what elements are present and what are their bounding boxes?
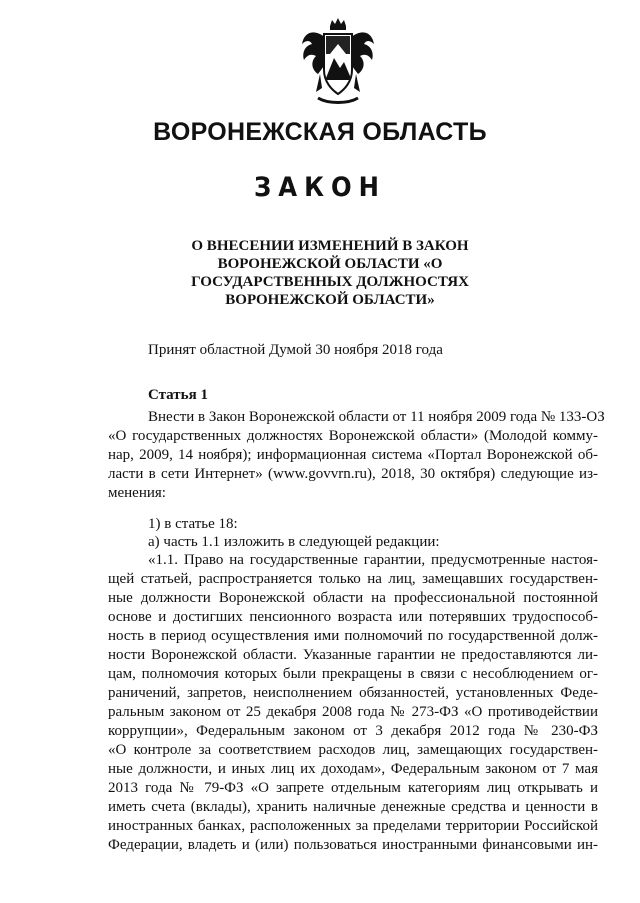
paragraph-line: ральным законом от 25 декабря 2008 года № 273-ФЗ «О противодействии [108, 704, 598, 720]
amendment-list [148, 515, 440, 551]
paragraph-line: 2013 года № 79-ФЗ «О запрете отдельным категориям лиц открывать и [108, 780, 598, 796]
paragraph-line: основе и достигших пенсионного возраста или потерявших трудоспособ- [108, 609, 598, 625]
list-item: а) часть 1.1 изложить в следующей редакции: [148, 534, 440, 550]
paragraph-line: нар, 2009, 14 ноября); информационная система «Портал Воронежской об- [108, 447, 598, 463]
paragraph-line: ность в период осуществления ими полномочий по государственной долж- [108, 628, 598, 644]
paragraph-line: менения: [108, 485, 166, 501]
quoted-amendment-paragraph [108, 551, 598, 855]
paragraph-line: иметь счета (вклады), хранить наличные денежные средства и ценности в [108, 799, 598, 815]
law-title-line: ВОРОНЕЖСКОЙ ОБЛАСТИ» [225, 292, 435, 308]
document-type-heading: ЗАКОН [254, 172, 386, 203]
article-heading: Статья 1 [148, 387, 208, 403]
coat-of-arms-icon [296, 18, 380, 108]
paragraph-line: ные должности, и иных лиц их доходам», Федеральным законом от 7 мая [108, 761, 598, 777]
paragraph-line: «О государственных должностях Воронежской области» (Молодой комму- [108, 428, 598, 444]
law-title-line: ВОРОНЕЖСКОЙ ОБЛАСТИ «О [217, 256, 443, 272]
paragraph-line: иностранных банках, расположенных за пределами территории Российской [108, 818, 598, 834]
paragraph-line: Внести в Закон Воронежской области от 11 ноября 2009 года № 133-ОЗ [148, 409, 605, 425]
paragraph-line: щей статьей, распространяется только на лиц, замещавших государствен- [108, 571, 598, 587]
law-title-line: ГОСУДАРСТВЕННЫХ ДОЛЖНОСТЯХ [191, 274, 469, 290]
paragraph-line: ласти в сети Интернет» (www.govvrn.ru), 2018, 30 октября) следующие из- [108, 466, 598, 482]
paragraph-line: раничений, запретов, неисполнением обязанностей, установленных Феде- [108, 685, 598, 701]
paragraph-line: ности Воронежской области. Указанные гарантии не предоставляются ли- [108, 647, 598, 663]
paragraph-line: Федерации, владеть и (или) пользоваться иностранными финансовыми ин- [108, 837, 598, 853]
adoption-note: Принят областной Думой 30 ноября 2018 года [148, 342, 443, 358]
paragraph-line: «1.1. Право на государственные гарантии, предусмотренные настоя- [148, 552, 598, 568]
article-intro-paragraph [108, 408, 605, 503]
list-item: 1) в статье 18: [148, 516, 238, 532]
region-heading: ВОРОНЕЖСКАЯ ОБЛАСТЬ [153, 118, 487, 146]
paragraph-line: ные должности Воронежской области на профессиональной постоянной [108, 590, 598, 606]
paragraph-line: цам, полномочия которых были прекращены в связи с несоблюдением ог- [108, 666, 598, 682]
law-title [150, 237, 510, 309]
paragraph-line: коррупции», Федеральным законом от 3 декабря 2012 года № 230-ФЗ [108, 723, 598, 739]
law-title-line: О ВНЕСЕНИИ ИЗМЕНЕНИЙ В ЗАКОН [191, 238, 469, 254]
paragraph-line: «О контроле за соответствием расходов лиц, замещающих государствен- [108, 742, 598, 758]
